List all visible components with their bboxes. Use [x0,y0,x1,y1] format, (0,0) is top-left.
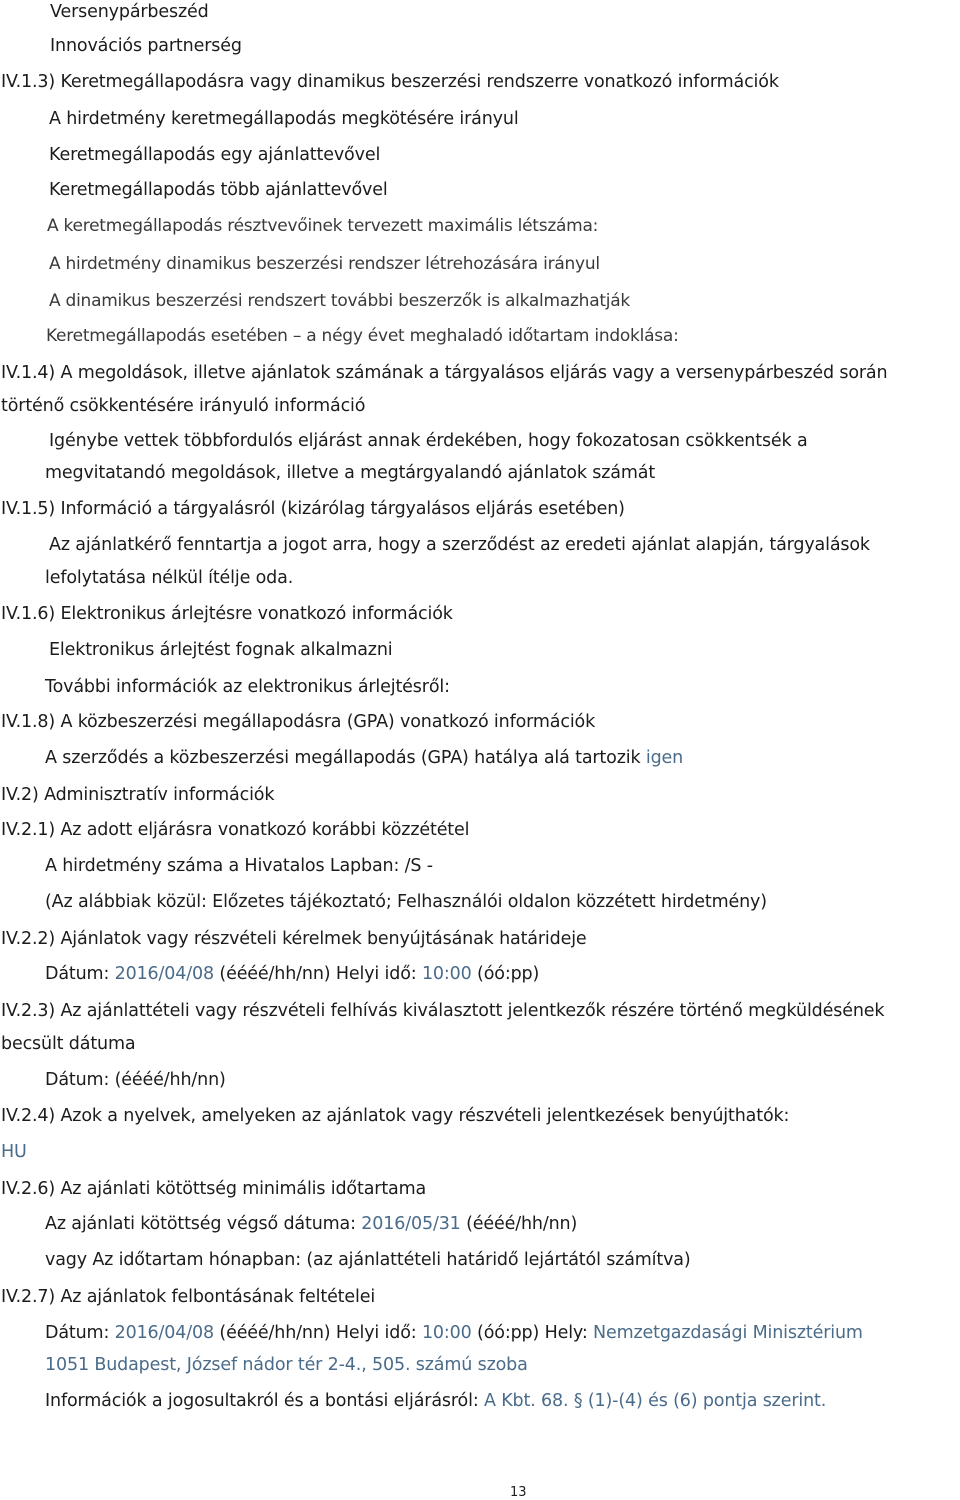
option-line: A keretmegállapodás résztvevőinek tervezett maximális létszáma: [47,216,599,236]
field-line [45,962,539,986]
date-value: 2016/04/08 [114,1323,214,1343]
section-heading: IV.2.1) Az adott eljárásra vonatkozó korábbi közzététel [1,820,470,840]
section-heading: IV.2.4) Azok a nyelvek, amelyeken az ajánlatok vagy részvételi jelentkezések benyújthatók: [1,1106,790,1126]
section-heading: történő csökkentésére irányuló információ [1,396,366,416]
field-label: (éééé/hh/nn) Helyi idő: [213,964,422,984]
field-line: A hirdetmény száma a Hivatalos Lapban: /S - [45,856,433,876]
field-line: vagy Az időtartam hónapban: (az ajánlattételi határidő lejártától számítva) [45,1250,691,1270]
section-heading: IV.1.5) Információ a tárgyalásról (kizárólag tárgyalásos eljárás esetében) [1,499,625,519]
field-line [45,746,683,770]
field-label: A szerződés a közbeszerzési megállapodás (GPA) hatálya alá tartozik [45,748,646,768]
field-label: Az ajánlati kötöttség végső dátuma: [45,1214,362,1234]
option-line: lefolytatása nélkül ítélje oda. [45,568,294,588]
section-heading: IV.2.3) Az ajánlattételi vagy részvételi felhívás kiválasztott jelentkezők részére történő megküldésének [1,1001,885,1021]
option-line: Elektronikus árlejtést fognak alkalmazni [49,640,393,660]
option-line: További információk az elektronikus árlejtésről: [45,677,450,697]
language-value: HU [1,1142,27,1162]
section-heading: becsült dátuma [1,1034,136,1054]
place-value: Nemzetgazdasági Minisztérium [593,1323,863,1343]
field-label: Dátum: [45,964,115,984]
section-heading: IV.2.6) Az ajánlati kötöttség minimális időtartama [1,1179,427,1199]
field-line [45,1321,863,1345]
time-value: 10:00 [421,1323,472,1343]
field-line [45,1389,826,1413]
option-line: Innovációs partnerség [50,36,242,56]
field-label: Dátum: [45,1323,115,1343]
section-heading: IV.2.2) Ajánlatok vagy részvételi kérelmek benyújtásának határideje [1,929,587,949]
field-label: Információk a jogosultakról és a bontási eljárásról: [45,1391,484,1411]
page-number: 13 [510,1485,527,1500]
field-line [45,1212,577,1236]
field-label: (éééé/hh/nn) [460,1214,578,1234]
option-line: A dinamikus beszerzési rendszert további beszerzők is alkalmazhatják [49,291,631,311]
option-line: Keretmegállapodás esetében – a négy évet meghaladó időtartam indoklása: [46,326,679,346]
date-value: 2016/04/08 [114,964,214,984]
option-line: A hirdetmény dinamikus beszerzési rendszer létrehozására irányul [49,254,600,274]
address-value: 1051 Budapest, József nádor tér 2-4., 505. számú szoba [45,1355,528,1375]
option-line: Keretmegállapodás több ajánlattevővel [49,180,388,200]
section-heading: IV.1.8) A közbeszerzési megállapodásra (GPA) vonatkozó információk [1,712,596,732]
field-line: (Az alábbiak közül: Előzetes tájékoztató; Felhasználói oldalon közzétett hirdetmény) [45,892,767,912]
info-value: A Kbt. 68. § (1)-(4) és (6) pontja szerint. [483,1391,827,1411]
option-line: Az ajánlatkérő fenntartja a jogot arra, hogy a szerződést az eredeti ajánlat alapján, tárgyalások [49,535,870,555]
field-label: (óó:pp) [471,964,540,984]
section-heading: IV.2) Adminisztratív információk [1,785,275,805]
section-heading: IV.1.3) Keretmegállapodásra vagy dinamikus beszerzési rendszerre vonatkozó információk [1,72,779,92]
option-line: Versenypárbeszéd [50,2,209,22]
date-value: 2016/05/31 [361,1214,461,1234]
option-line: Keretmegállapodás egy ajánlattevővel [49,145,381,165]
section-heading: IV.1.4) A megoldások, illetve ajánlatok számának a tárgyalásos eljárás vagy a versenypárbeszéd során [1,363,888,383]
field-line: Dátum: (éééé/hh/nn) [45,1070,226,1090]
section-heading: IV.2.7) Az ajánlatok felbontásának feltételei [1,1287,376,1307]
time-value: 10:00 [421,964,472,984]
option-line: A hirdetmény keretmegállapodás megkötésére irányul [49,109,519,129]
field-label: (éééé/hh/nn) Helyi idő: [213,1323,422,1343]
field-value: igen [645,748,684,768]
option-line: Igénybe vettek többfordulós eljárást annak érdekében, hogy fokozatosan csökkentsék a [49,431,808,451]
section-heading: IV.1.6) Elektronikus árlejtésre vonatkozó információk [1,604,453,624]
option-line: megvitatandó megoldások, illetve a megtárgyalandó ajánlatok számát [45,463,656,483]
field-label: (óó:pp) Hely: [471,1323,594,1343]
